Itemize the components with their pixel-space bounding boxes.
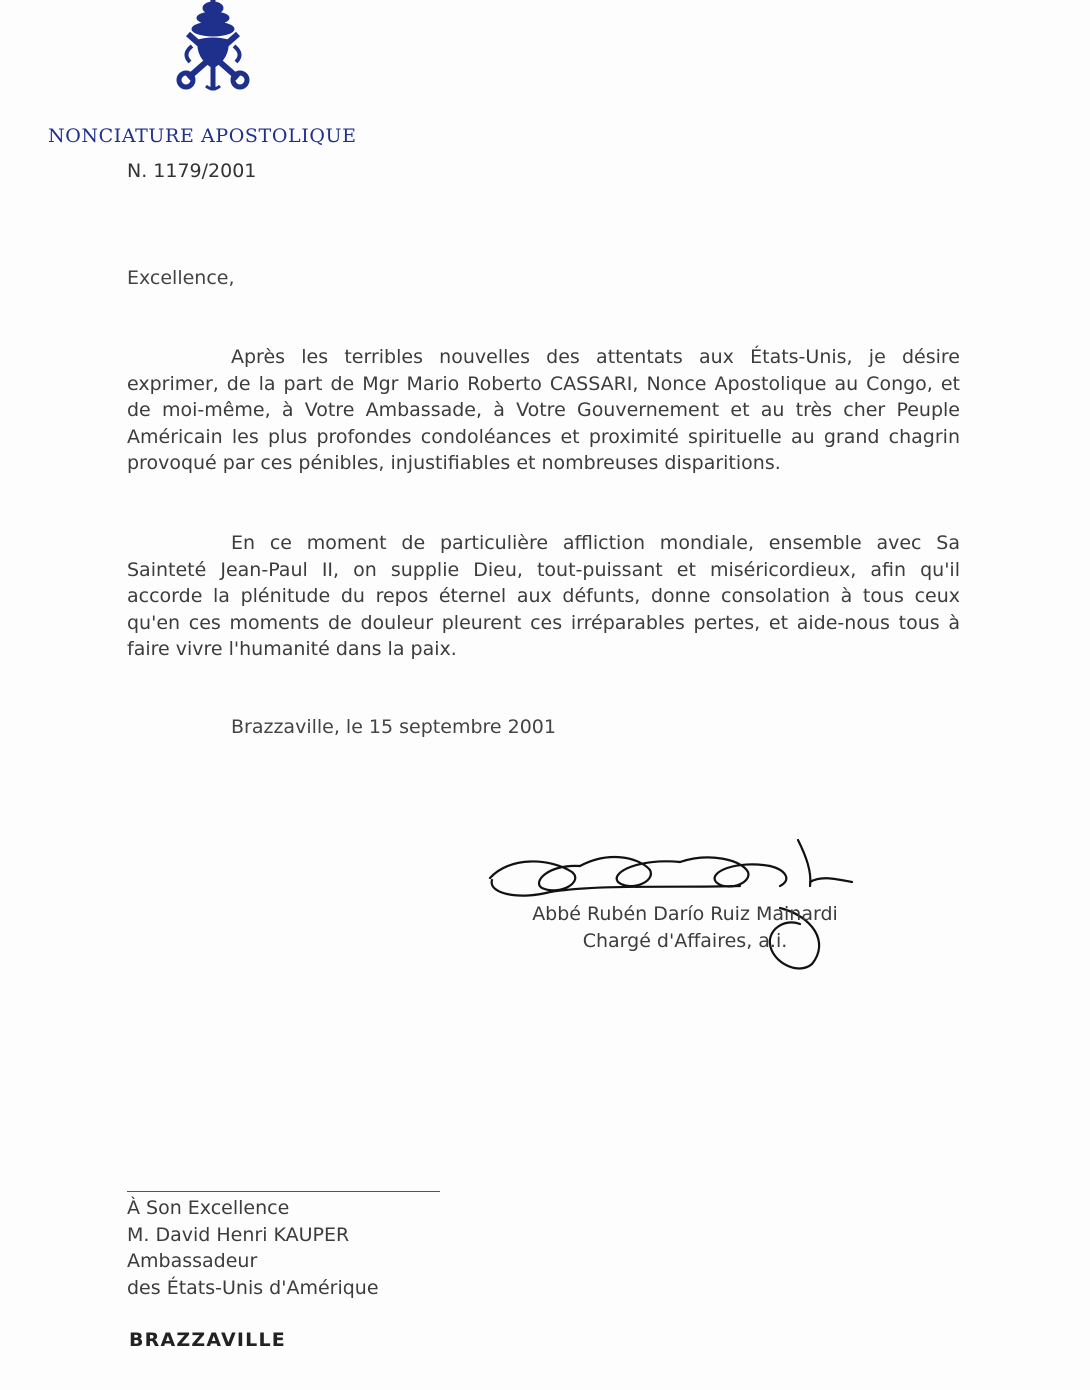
divider [127, 1191, 440, 1192]
body-paragraph: Après les terribles nouvelles des attentats aux États-Unis, je désire exprimer, de la part de Mgr Mario Roberto CASSARI, Nonce Apostolique au Congo, et de moi-même, à Votre Ambassade, à Votre Gouvernement et au très cher Peuple Américain les plus profondes condoléances et proximité spirituelle au grand chagrin provoqué par ces pénibles, injustifiables et nombreuses disparitions. [127, 346, 960, 475]
body-paragraph: En ce moment de particulière affliction mondiale, ensemble avec Sa Sainteté Jean-Paul II, on supplie Dieu, tout-puissant et miséricordieux, afin qu'il accorde la plénitude du repos éternel aux défunts, donne consolation à tous ceux qu'en ces moments de douleur pleurent ces irréparables pertes, et aide-nous tous à faire vivre l'humanité dans la paix. [127, 532, 960, 661]
place-date: Brazzaville, le 15 septembre 2001 [231, 716, 556, 738]
recipient-city: BRAZZAVILLE [129, 1329, 286, 1351]
recipient-address [127, 1195, 379, 1301]
salutation: Excellence, [127, 267, 235, 289]
signer-block [470, 901, 900, 955]
recipient-line: À Son Excellence [127, 1197, 290, 1219]
reference-number: N. 1179/2001 [127, 160, 257, 182]
institution-name: NONCIATURE APOSTOLIQUE [48, 125, 357, 147]
signer-name: Abbé Rubén Darío Ruiz Mainardi [532, 903, 838, 925]
recipient-line: des États-Unis d'Amérique [127, 1276, 379, 1299]
recipient-line: Ambassadeur [127, 1250, 258, 1272]
papal-coat-of-arms-icon [168, 0, 258, 92]
signer-title: Chargé d'Affaires, a.i. [582, 930, 788, 952]
recipient-line: M. David Henri KAUPER [127, 1223, 350, 1246]
